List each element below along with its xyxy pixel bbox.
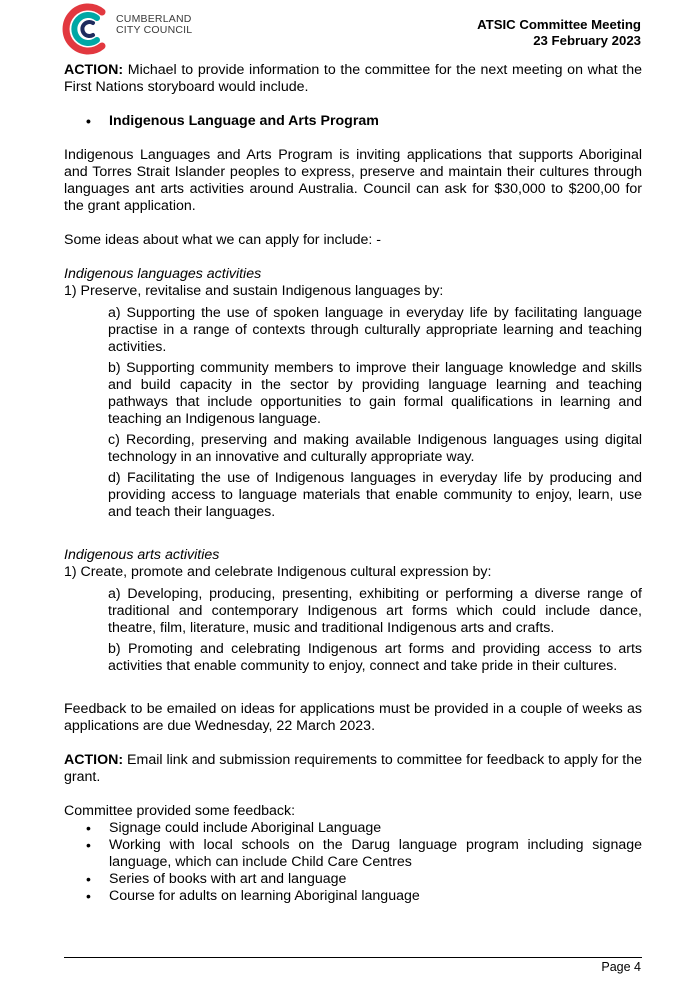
meeting-header xyxy=(477,17,641,49)
program-description: Indigenous Languages and Arts Program is inviting applications that supports Aboriginal and Torres Strait Islander peoples to express, preserve and maintain their cultures through languages ant arts activities around Australia. Council can ask for $30,000 to $200,00 for the grant application. xyxy=(64,147,642,214)
languages-heading: Indigenous languages activities xyxy=(64,266,262,282)
action-text: Michael to provide information to the committee for the next meeting on what the First Nations storyboard would include. xyxy=(64,62,642,95)
feedback-item-text: Course for adults on learning Aboriginal language xyxy=(109,888,420,904)
bullet-icon: • xyxy=(86,820,91,836)
arts-point: 1) Create, promote and celebrate Indigenous cultural expression by: xyxy=(64,564,492,580)
action-text: Email link and submission requirements to committee for feedback to apply for the grant. xyxy=(64,752,642,785)
language-item: a) Supporting the use of spoken language in everyday life by facilitating language practise in a range of contexts through culturally appropriate learning and teaching activities. xyxy=(108,305,642,355)
action-label: ACTION: xyxy=(64,62,124,78)
feedback-item-text: Signage could include Aboriginal Language xyxy=(109,820,382,836)
council-name-line2: CITY COUNCIL xyxy=(116,24,193,36)
meeting-title: ATSIC Committee Meeting xyxy=(477,17,641,32)
language-item: d) Facilitating the use of Indigenous languages in everyday life by producing and providing access to language materials that enable community to enjoy, learn, use and teach their languages. xyxy=(108,470,642,520)
program-heading: Indigenous Language and Arts Program xyxy=(109,113,379,129)
committee-intro: Committee provided some feedback: xyxy=(64,803,296,819)
council-name xyxy=(116,14,192,36)
council-logo xyxy=(60,0,210,58)
feedback-item-text: Series of books with art and language xyxy=(109,871,347,887)
feedback-list-item xyxy=(64,837,642,871)
arts-item: b) Promoting and celebrating Indigenous art forms and providing access to arts activities that enable community to enjoy, connect and take pride in their cultures. xyxy=(108,641,642,674)
footer-divider xyxy=(64,957,642,958)
bullet-icon: • xyxy=(86,888,91,904)
program-heading-row xyxy=(64,113,642,130)
bullet-icon: • xyxy=(86,113,91,129)
action-item-2 xyxy=(64,752,642,786)
bullet-icon: • xyxy=(86,837,91,853)
action-label: ACTION: xyxy=(64,752,124,768)
bullet-icon: • xyxy=(86,871,91,887)
council-name-line1: CUMBERLAND xyxy=(116,13,192,25)
page-number: Page 4 xyxy=(601,960,641,974)
language-item: b) Supporting community members to improve their language knowledge and skills and build capacity in the sector by providing language learning and teaching pathways that include opportunities to gain formal qualifications in learning and teaching an Indigenous language. xyxy=(108,360,642,427)
main-content xyxy=(64,62,642,905)
feedback-list-item xyxy=(64,871,642,888)
arts-item: a) Developing, producing, presenting, exhibiting or performing a diverse range of traditional and contemporary Indigenous art forms which could include dance, theatre, film, literature, music and traditional Indigenous arts and crafts. xyxy=(108,586,642,636)
feedback-list-item xyxy=(64,820,642,837)
language-item: c) Recording, preserving and making available Indigenous languages using digital technology in an innovative and culturally appropriate way. xyxy=(108,432,642,465)
meeting-date: 23 February 2023 xyxy=(533,33,641,48)
ideas-intro: Some ideas about what we can apply for include: - xyxy=(64,232,382,248)
action-item-1 xyxy=(64,62,642,96)
arts-heading: Indigenous arts activities xyxy=(64,547,220,563)
feedback-list-item xyxy=(64,888,642,905)
logo-mark-icon xyxy=(60,0,114,56)
languages-point: 1) Preserve, revitalise and sustain Indigenous languages by: xyxy=(64,283,444,299)
feedback-paragraph: Feedback to be emailed on ideas for applications must be provided in a couple of weeks as applications are due Wednesday, 22 March 2023. xyxy=(64,701,642,734)
feedback-item-text: Working with local schools on the Darug language program including signage language, which can include Child Care Centres xyxy=(109,837,642,870)
